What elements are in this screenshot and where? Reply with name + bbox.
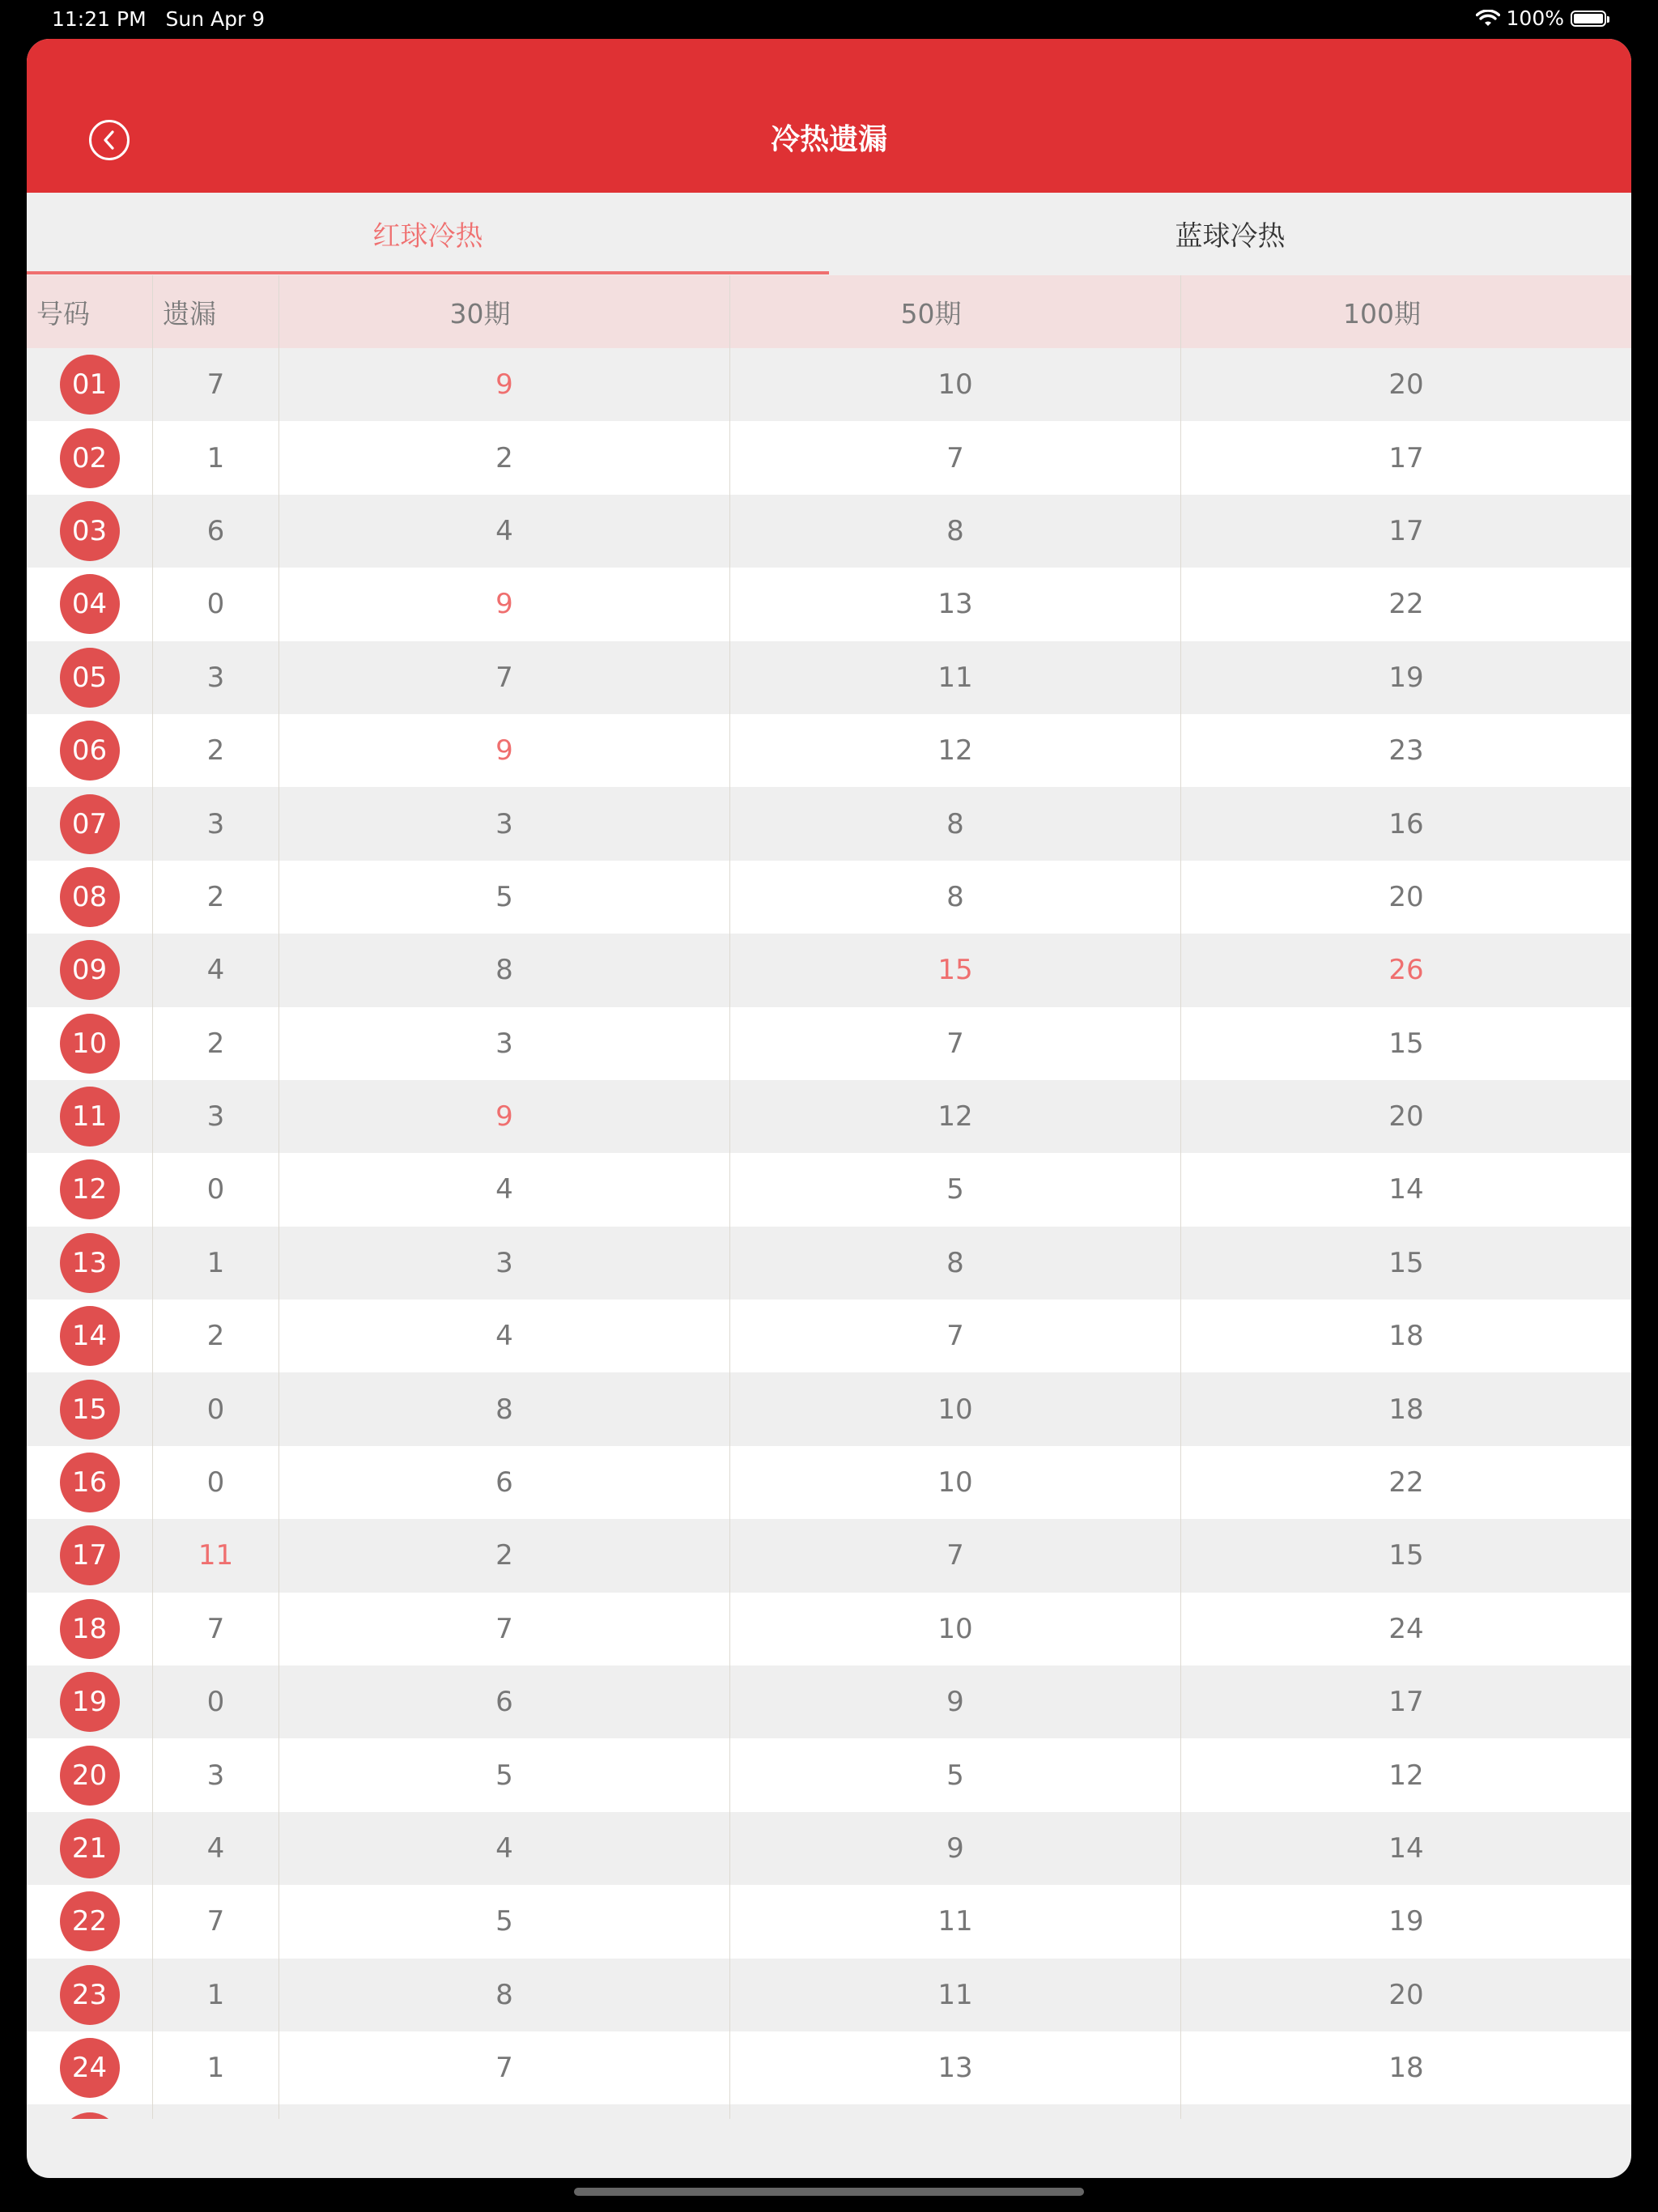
cell-missing: 3	[153, 787, 279, 860]
cell-100: 15	[1388, 1539, 1424, 1572]
cell-missing: 0	[153, 1153, 279, 1226]
navbar	[27, 39, 1631, 193]
cell-missing: 6	[153, 495, 279, 568]
number-ball: 17	[60, 1525, 120, 1585]
number-ball: 01	[60, 355, 120, 415]
cell-100: 15	[1388, 1027, 1424, 1060]
table-row	[27, 787, 1631, 860]
cell-50: 10	[730, 1372, 1181, 1445]
cell-50: 11	[730, 641, 1181, 714]
table-row	[27, 1593, 1631, 1665]
table-row	[27, 1153, 1631, 1226]
cell-number	[27, 1812, 153, 1885]
cell-30: 3	[279, 1227, 730, 1300]
header-30: 30期	[279, 275, 730, 348]
header-100: 100期	[1343, 297, 1421, 330]
status-time	[52, 7, 265, 31]
cell-missing: 2	[153, 1007, 279, 1080]
cell-number	[27, 1665, 153, 1738]
cell-30: 4	[279, 1812, 730, 1885]
cell-30: 8	[279, 934, 730, 1006]
wifi-icon	[1476, 10, 1500, 28]
number-ball: 20	[60, 1746, 120, 1806]
table-row	[27, 1812, 1631, 1885]
stats-table	[27, 275, 1631, 2119]
number-ball: 23	[60, 1965, 120, 2025]
cell-number	[27, 714, 153, 787]
cell-30: 9	[279, 348, 730, 421]
table-row	[27, 1007, 1631, 1080]
cell-30: 7	[279, 641, 730, 714]
number-ball: 07	[60, 794, 120, 854]
cell-missing: 1	[153, 1227, 279, 1300]
cell-100: 17	[1388, 441, 1424, 474]
number-ball: 10	[60, 1014, 120, 1074]
cell-number	[27, 495, 153, 568]
cell-100: 16	[1388, 807, 1424, 840]
cell-50: 8	[730, 861, 1181, 934]
cell-100: 20	[1388, 1978, 1424, 2011]
cell-30: 5	[279, 1738, 730, 1811]
cell-50: 11	[730, 1885, 1181, 1958]
table-row	[27, 1959, 1631, 2031]
number-ball: 22	[60, 1891, 120, 1951]
cell-50: 10	[730, 348, 1181, 421]
cell-number	[27, 1372, 153, 1445]
cell-100: 18	[1388, 1393, 1424, 1426]
table-row	[27, 1227, 1631, 1300]
cell-missing: 0	[153, 568, 279, 640]
header-missing: 遗漏	[153, 275, 279, 348]
cell-missing: 3	[153, 1080, 279, 1153]
cell-100: 20	[1388, 880, 1424, 913]
cell-number	[27, 934, 153, 1006]
number-ball: 13	[60, 1233, 120, 1293]
cell-number	[27, 1738, 153, 1811]
cell-number	[27, 348, 153, 421]
table-row-partial	[27, 2104, 1631, 2119]
table-row	[27, 421, 1631, 494]
cell-50: 10	[730, 1446, 1181, 1519]
number-ball: 14	[60, 1306, 120, 1366]
cell-100: 17	[1388, 514, 1424, 547]
cell-50: 8	[730, 495, 1181, 568]
status-bar	[0, 0, 1658, 39]
table-row	[27, 1885, 1631, 1958]
number-ball: 05	[60, 648, 120, 708]
page-title: 冷热遗漏	[770, 123, 887, 156]
cell-50: 8	[730, 1227, 1181, 1300]
cell-100: 18	[1388, 2052, 1424, 2085]
cell-number	[27, 641, 153, 714]
cell-30: 2	[279, 421, 730, 494]
cell-100: 17	[1388, 1686, 1424, 1719]
number-ball: 09	[60, 940, 120, 1000]
table-row	[27, 348, 1631, 421]
table-row	[27, 861, 1631, 934]
status-clock: 11:21 PM	[52, 7, 147, 31]
cell-number	[27, 1007, 153, 1080]
tab-blue-ball[interactable]: 蓝球冷热	[1175, 219, 1286, 253]
number-ball: 02	[60, 428, 120, 488]
number-ball: 15	[60, 1380, 120, 1440]
cell-missing: 2	[153, 1300, 279, 1372]
number-ball: 06	[60, 721, 120, 781]
cell-50: 8	[730, 787, 1181, 860]
cell-missing: 1	[153, 421, 279, 494]
table-row	[27, 1446, 1631, 1519]
cell-30: 8	[279, 1372, 730, 1445]
table-row	[27, 641, 1631, 714]
cell-100: 19	[1388, 661, 1424, 694]
cell-number	[27, 1153, 153, 1226]
battery-percent: 100%	[1506, 6, 1564, 30]
cell-50: 12	[730, 714, 1181, 787]
cell-30: 9	[279, 1080, 730, 1153]
cell-missing: 0	[153, 1665, 279, 1738]
cell-30: 3	[279, 1007, 730, 1080]
cell-30: 7	[279, 1593, 730, 1665]
cell-100: 14	[1388, 1832, 1424, 1865]
table-body	[27, 348, 1631, 2119]
cell-number	[27, 1593, 153, 1665]
cell-50: 15	[730, 934, 1181, 1006]
home-indicator	[574, 2188, 1084, 2196]
number-ball: 18	[60, 1599, 120, 1659]
cell-100: 22	[1388, 1466, 1424, 1499]
cell-number	[27, 1227, 153, 1300]
cell-100: 14	[1388, 1173, 1424, 1206]
table-row	[27, 714, 1631, 787]
cell-number	[27, 421, 153, 494]
number-ball: 16	[60, 1453, 120, 1512]
number-ball: 11	[60, 1087, 120, 1146]
cell-missing: 0	[153, 1372, 279, 1445]
cell-30: 9	[279, 714, 730, 787]
cell-30: 6	[279, 1446, 730, 1519]
cell-missing: 11	[153, 1519, 279, 1592]
cell-30: 4	[279, 1153, 730, 1226]
cell-50: 9	[730, 1812, 1181, 1885]
cell-50: 9	[730, 1665, 1181, 1738]
status-date: Sun Apr 9	[165, 7, 266, 31]
cell-100: 23	[1388, 734, 1424, 768]
cell-50: 13	[730, 568, 1181, 640]
cell-number	[27, 1519, 153, 1592]
cell-100: 22	[1388, 588, 1424, 621]
cell-30: 2	[279, 1519, 730, 1592]
cell-100: 15	[1388, 1246, 1424, 1279]
table-row	[27, 934, 1631, 1006]
cell-30: 5	[279, 1885, 730, 1958]
header-number: 号码	[27, 275, 153, 348]
cell-missing: 7	[153, 1593, 279, 1665]
cell-30: 7	[279, 2031, 730, 2104]
cell-missing: 1	[153, 1959, 279, 2031]
cell-30: 8	[279, 1959, 730, 2031]
cell-30: 6	[279, 1665, 730, 1738]
number-ball: 19	[60, 1672, 120, 1732]
cell-30: 4	[279, 495, 730, 568]
table-row	[27, 1080, 1631, 1153]
cell-50: 10	[730, 1593, 1181, 1665]
number-ball: 04	[60, 574, 120, 634]
cell-50: 12	[730, 1080, 1181, 1153]
table-row	[27, 1300, 1631, 1372]
table-row	[27, 568, 1631, 640]
cell-100: 26	[1388, 954, 1424, 987]
table-row	[27, 2031, 1631, 2104]
status-right	[1476, 6, 1606, 30]
cell-50: 5	[730, 1153, 1181, 1226]
cell-missing: 2	[153, 861, 279, 934]
cell-number	[27, 1446, 153, 1519]
number-ball	[60, 2112, 120, 2119]
cell-number	[27, 787, 153, 860]
cell-number	[27, 2031, 153, 2104]
number-ball: 03	[60, 501, 120, 561]
table-row	[27, 1738, 1631, 1811]
cell-missing: 3	[153, 1738, 279, 1811]
number-ball: 08	[60, 867, 120, 927]
cell-number	[27, 1885, 153, 1958]
cell-number	[27, 861, 153, 934]
table-row	[27, 1665, 1631, 1738]
cell-missing: 4	[153, 934, 279, 1006]
cell-missing: 0	[153, 1446, 279, 1519]
header-50: 50期	[730, 275, 1181, 348]
table-row	[27, 495, 1631, 568]
cell-100: 19	[1388, 1905, 1424, 1938]
number-ball: 24	[60, 2038, 120, 2098]
cell-missing: 4	[153, 1812, 279, 1885]
cell-missing: 7	[153, 348, 279, 421]
table-row	[27, 1372, 1631, 1445]
cell-30: 9	[279, 568, 730, 640]
cell-30: 4	[279, 1300, 730, 1372]
table-header	[27, 275, 1631, 348]
cell-30: 3	[279, 787, 730, 860]
battery-icon	[1571, 11, 1606, 27]
number-ball: 12	[60, 1159, 120, 1219]
tab-red-ball[interactable]: 红球冷热	[27, 193, 829, 274]
table-row	[27, 1519, 1631, 1592]
cell-number	[27, 1080, 153, 1153]
number-ball: 21	[60, 1819, 120, 1878]
cell-50: 13	[730, 2031, 1181, 2104]
tab-bar	[27, 193, 1631, 274]
cell-missing: 1	[153, 2031, 279, 2104]
sheet	[27, 39, 1631, 2178]
cell-50: 11	[730, 1959, 1181, 2031]
cell-50: 7	[730, 1300, 1181, 1372]
cell-number	[27, 1300, 153, 1372]
cell-50: 7	[730, 421, 1181, 494]
cell-100: 12	[1388, 1759, 1424, 1792]
cell-number	[27, 568, 153, 640]
cell-100: 18	[1388, 1320, 1424, 1353]
cell-100: 20	[1388, 368, 1424, 402]
cell-50: 5	[730, 1738, 1181, 1811]
cell-missing: 7	[153, 1885, 279, 1958]
cell-100: 20	[1388, 1100, 1424, 1134]
cell-50: 7	[730, 1519, 1181, 1592]
cell-50: 7	[730, 1007, 1181, 1080]
cell-missing: 2	[153, 714, 279, 787]
cell-100: 24	[1388, 1612, 1424, 1645]
cell-number	[27, 1959, 153, 2031]
cell-30: 5	[279, 861, 730, 934]
cell-missing: 3	[153, 641, 279, 714]
